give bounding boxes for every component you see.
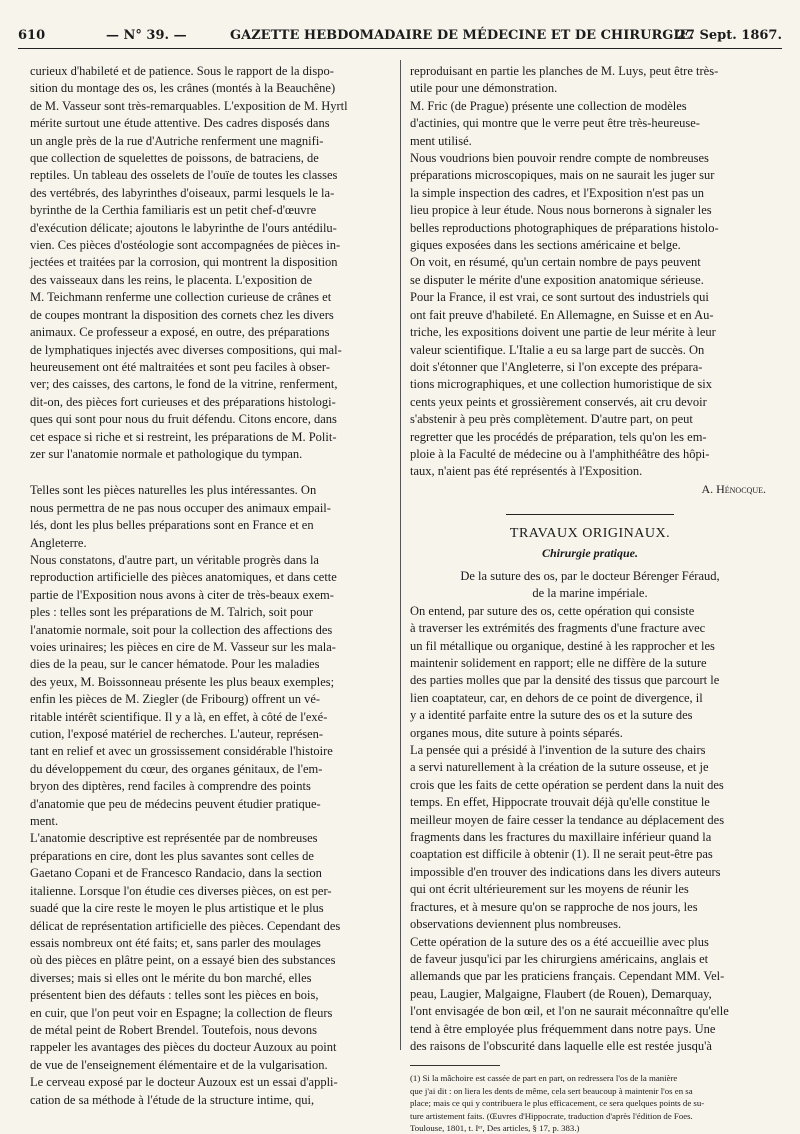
text-line: délicat de représentation artificielle des pièces. Cependant des xyxy=(30,918,341,933)
text-line: voies urinaires; les pièces en cire de M. Vasseur sur les mala- xyxy=(30,640,336,654)
text-line: observations deviennent plus nombreuses. xyxy=(410,917,622,932)
text-line: préparations en cire, dont les plus savantes sont celles de xyxy=(30,848,314,863)
article-body xyxy=(410,603,770,1056)
text-line: ture artistement faits. (Œuvres d'Hippocrate, traduction d'après l'édition de Foes. xyxy=(410,1110,693,1121)
left-column xyxy=(30,63,387,1109)
text-line: Pour la France, il est vrai, ce sont surtout des industriels qui xyxy=(410,290,709,305)
text-line: ples : telles sont les préparations de M. Talrich, soit pour xyxy=(30,605,313,620)
text-line: où des pièces en plâtre peint, on a essayé bien des substances xyxy=(30,953,336,968)
text-line: cents yeux peints et grossièrement conservés, ait cru devoir xyxy=(410,394,707,409)
text-line: que collection de squelettes de poissons, de batraciens, de xyxy=(30,151,319,166)
text-line: reptiles. Un tableau des osselets de l'ouïe de toutes les classes xyxy=(30,168,338,183)
text-line: l'anatomie normale, soit pour la collection des affections des xyxy=(30,622,333,637)
paragraph xyxy=(410,934,770,1056)
text-line: Gaetano Copani et de Francesco Randacio, dans la section xyxy=(30,866,322,881)
text-line: partie de l'Exposition nous avons à citer de très-beaux exem- xyxy=(30,587,334,602)
text-line: des vertébrés, des labyrinthes d'oiseaux, parmi lesquels le la- xyxy=(30,185,335,200)
text-line: Nous voudrions bien pouvoir rendre compte de nombreuses xyxy=(410,151,709,166)
text-line: On voit, en résumé, qu'un certain nombre de pays peuvent xyxy=(410,255,701,270)
text-line: cution, l'exposé matériel de recherches. L'auteur, représen- xyxy=(30,727,324,742)
text-line: utile pour une démonstration. xyxy=(410,81,558,96)
text-line: de lymphatiques injectés avec diverses compositions, qui mal- xyxy=(30,342,342,357)
text-line: italienne. Lorsque l'on étudie ces diverses pièces, on est per- xyxy=(30,883,332,898)
text-line: fragments dans les fractures du maxillaire inférieur quand la xyxy=(410,830,712,845)
text-line: De la suture des os, par le docteur Bérenger Féraud, xyxy=(460,568,720,583)
text-line: un fil métallique ou organique, destiné à les rapprocher et les xyxy=(410,638,715,653)
paragraph xyxy=(30,830,387,1109)
text-line: byrinthe de la Certhia familiaris est un petit chef-d'œuvre xyxy=(30,203,317,218)
text-line: essais nombreux ont été faits; et, sans parler des moulages xyxy=(30,935,321,950)
section-title: TRAVAUX ORIGINAUX. xyxy=(509,526,671,542)
text-line: Nous constatons, d'autre part, un véritable progrès dans la xyxy=(30,552,319,567)
text-line: ment. xyxy=(30,814,59,829)
text-line: des raisons de l'obscurité dans laquelle elle est restée jusqu'à xyxy=(410,1038,712,1053)
paragraph xyxy=(410,742,770,933)
text-line: vien. Ces pièces d'ostéologie sont accompagnées de pièces in- xyxy=(30,238,341,253)
text-line: tant en relief et avec un grossissement considérable l'histoire xyxy=(30,744,333,759)
text-line: Toulouse, 1801, t. Iᵉʳ, Des articles, § 17, p. 383.) xyxy=(410,1122,580,1133)
text-line: ont fait preuve d'habileté. En Allemagne, en Suisse et en Au- xyxy=(410,307,714,322)
right-column xyxy=(410,63,770,1134)
text-line: lien coaptateur, car, en dehors de ce point de divergence, il xyxy=(410,690,703,705)
text-line: qui ont écrit ultérieurement sur les moyens de réunir les xyxy=(410,882,689,897)
text-line: rappeler les avantages des pièces du docteur Auzoux au point xyxy=(30,1040,337,1055)
text-line: organes mous, dite suture à points séparés. xyxy=(410,725,623,740)
paragraph xyxy=(410,603,770,742)
text-line: ritable intérêt scientifique. Il y a là, en effet, à côté de l'exé- xyxy=(30,709,328,724)
text-line: diverses; mais si elles ont le mérite du bon marché, elles xyxy=(30,970,312,985)
text-line: taux, n'aient pas été représentés à l'Exposition. xyxy=(410,464,643,479)
footnote xyxy=(410,1072,770,1134)
text-line: dit-on, des pièces fort curieuses et des préparations histologi- xyxy=(30,394,336,409)
text-line: se disputer le mérite d'une exposition anatomique sérieuse. xyxy=(410,272,704,287)
author-signature: A. Hénocque. xyxy=(701,481,766,496)
paragraph xyxy=(410,254,770,480)
journal-title: GAZETTE HEBDOMADAIRE DE MÉDECINE ET DE CHIRURGIE. xyxy=(230,28,694,43)
text-line: en cuir, que l'on peut voir en Espagne; la collection de fleurs xyxy=(30,1005,333,1020)
text-line: reproduisant en partie les planches de M. Luys, peut être très- xyxy=(410,64,719,78)
text-line: y a identité parfaite entre la suture des os et la suture des xyxy=(410,708,693,723)
text-line: d'actinies, qui montre que le verre peut être très-heureuse- xyxy=(410,116,700,131)
text-line: un angle près de la rue d'Autriche renferment une magnifi- xyxy=(30,133,324,148)
paragraph xyxy=(410,150,770,254)
text-line: nous permettra de ne pas nous occuper des animaux empail- xyxy=(30,500,331,515)
text-line: que j'ai dit : on liera les dents de même, cela sert beaucoup à maintenir l'os en sa xyxy=(410,1085,693,1096)
text-line: crois que les faits de cette opération se perdent dans la nuit des xyxy=(410,777,724,792)
paragraph xyxy=(30,63,387,463)
text-line: ver; des caisses, des cartons, le fond de la vitrine, renferment, xyxy=(30,377,338,392)
text-line: de la marine impériale. xyxy=(532,586,648,601)
text-line: suadé que la cire reste le moyen le plus artistique et le plus xyxy=(30,901,324,916)
paragraph xyxy=(30,552,387,831)
text-line: sition du montage des os, les crânes (montés à la Beauchêne) xyxy=(30,81,336,96)
text-line: d'exécution délicate; ajoutons le labyrinthe de l'ours antédilu- xyxy=(30,220,337,235)
footnote-rule xyxy=(410,1065,500,1066)
text-line: tend à être employée plus fréquemment dans notre pays. Une xyxy=(410,1021,716,1036)
text-line: du développement du cœur, des organes génitaux, de l'em- xyxy=(30,761,323,776)
text-line: On entend, par suture des os, cette opération qui consiste xyxy=(410,603,695,618)
text-line: de métal peint de Robert Brendel. Toutefois, nous devons xyxy=(30,1022,318,1037)
text-line: d'anatomie que peu de médecins peuvent étudier pratique- xyxy=(30,796,321,811)
text-line: fractures, et à mesure qu'on se rapproche de nos jours, les xyxy=(410,899,698,914)
paragraph-gap xyxy=(30,463,387,482)
text-line: La pensée qui a présidé à l'invention de la suture des chairs xyxy=(410,743,706,758)
text-line: heureusement ont été maltraitées et sont peu faciles à obser- xyxy=(30,359,330,374)
text-line: préparations microscopiques, mais on ne saurait les juger sur xyxy=(410,168,715,183)
text-line: doit s'étonner que l'Angleterre, si l'on excepte des prépara- xyxy=(410,359,703,374)
text-line: belles reproductions photographiques de préparations histolo- xyxy=(410,220,719,235)
text-line: peau, Laugier, Malgaigne, Flaubert (de Rouen), Demarquay, xyxy=(410,986,712,1001)
column-divider xyxy=(400,60,401,1050)
text-line: dies de la peau, sur le cancer hématode. Pour les maladies xyxy=(30,657,320,672)
text-line: Angleterre. xyxy=(30,535,87,550)
text-line: jectées et traitées par la corrosion, qui montrent la disposition xyxy=(30,255,338,270)
text-line: ques qui sont pour nous du fruit défendu. Citons encore, dans xyxy=(30,412,337,427)
text-line: L'anatomie descriptive est représentée par de nombreuses xyxy=(30,831,318,846)
text-line: regretter que les procédés de préparation, tels qu'on les em- xyxy=(410,429,707,444)
text-line: maintenir solidement en rapport; elle ne diffère de la suture xyxy=(410,656,707,670)
text-line: à traverser les extrémités des fragments d'une fracture avec xyxy=(410,621,706,636)
text-line: lés, dont les plus belles préparations sont en France et en xyxy=(30,518,314,533)
text-line: ment utilisé. xyxy=(410,133,472,148)
paragraph xyxy=(30,482,387,552)
text-line: la simple inspection des cadres, et l'Exposition n'est pas un xyxy=(410,185,705,200)
text-line: valeur scientifique. L'Italie a eu sa large part de succès. On xyxy=(410,342,705,357)
text-line: de coupes montrant la disposition des cornets chez les divers xyxy=(30,307,334,322)
text-line: giques exposées dans les sections américaine et belge. xyxy=(410,238,681,253)
text-line: des parties molles que par la densité des tissus que parcourt le xyxy=(410,673,720,688)
text-line: meilleur moyen de faire cesser la tendance au déplacement des xyxy=(410,812,725,827)
text-line: temps. En effet, Hippocrate trouvait déjà qu'elle constitue le xyxy=(410,795,710,810)
text-line: présentent bien des défauts : telles sont les pièces en bois, xyxy=(30,988,319,1003)
text-line: M. Teichmann renferme une collection curieuse de crânes et xyxy=(30,290,332,305)
text-line: lieu propice à leur étude. Nous nous bornerons à signaler les xyxy=(410,203,712,218)
text-line: curieux d'habileté et de patience. Sous le rapport de la dispo- xyxy=(30,64,334,78)
text-line: enfin les pièces de M. Ziegler (de Fribourg) offrent un vé- xyxy=(30,692,321,707)
text-line: de faveur jusqu'ici par les chirurgiens américains, anglais et xyxy=(410,951,709,966)
text-line: tions micrographiques, et une collection humoristique de six xyxy=(410,377,713,392)
text-line: s'abstenir à peu près complètement. D'autre part, on peut xyxy=(410,412,693,427)
running-header xyxy=(18,22,782,49)
text-line: place; mais ce qui y contribuera le plus efficacement, ce sera quelques points de su- xyxy=(410,1098,705,1109)
text-line: mérite surtout une étude attentive. Des cadres disposés dans xyxy=(30,116,330,131)
issue-date: 27 Sept. 1867. xyxy=(676,28,782,43)
text-line: des vaisseaux dans les reins, le placenta. L'exposition de xyxy=(30,272,313,287)
text-line: cation de sa méthode à l'étude de la structure intime, qui, xyxy=(30,1092,315,1107)
right-column-intro xyxy=(410,63,770,481)
text-line: a servi naturellement à la création de la suture osseuse, et je xyxy=(410,760,709,775)
text-line: Le cerveau exposé par le docteur Auzoux est un essai d'appli- xyxy=(30,1075,338,1090)
text-line: de M. Vasseur sont très-remarquables. L'exposition de M. Hyrtl xyxy=(30,98,348,113)
text-line: ploie à la Faculté de médecine ou à l'amphithéâtre des hôpi- xyxy=(410,446,710,461)
text-line: M. Fric (de Prague) présente une collection de modèles xyxy=(410,98,687,113)
text-line: bryon des diptères, rend faciles à comprendre des points xyxy=(30,779,311,794)
text-line: cet espace si riche et si restreint, les préparations de M. Polit- xyxy=(30,429,337,444)
text-line: reproduction artificielle des pièces anatomiques, et dans cette xyxy=(30,570,337,585)
text-line: triche, les expositions doivent une partie de leur mérite à leur xyxy=(410,325,716,340)
text-line: l'ont envisagée de bon œil, et l'on ne saurait méconnaître qu'elle xyxy=(410,1004,729,1019)
paragraph xyxy=(410,63,770,98)
text-line: coaptation est difficile à obtenir (1). Il ne serait peut-être pas xyxy=(410,847,713,862)
text-line: animaux. Ce professeur a exposé, en outre, des préparations xyxy=(30,325,330,340)
section-subtitle: Chirurgie pratique. xyxy=(541,545,639,560)
text-line: (1) Si la mâchoire est cassée de part en part, on redressera l'os de la manière xyxy=(410,1073,678,1084)
text-line: zer sur l'anatomie normale et pathologique du tympan. xyxy=(30,446,303,461)
issue-number: — N° 39. — xyxy=(106,28,187,43)
text-line: impossible d'en trouver des indications dans les divers auteurs xyxy=(410,864,721,879)
text-line: des yeux, M. Boissonneau présente les plus beaux exemples; xyxy=(30,674,335,689)
paragraph xyxy=(410,98,770,150)
text-line: Telles sont les pièces naturelles les plus intéressantes. On xyxy=(30,483,317,498)
text-line: de vue de l'enseignement élémentaire et de la vulgarisation. xyxy=(30,1057,328,1072)
text-line: Cette opération de la suture des os a été accueillie avec plus xyxy=(410,934,709,949)
section-rule xyxy=(506,514,674,515)
page-number: 610 xyxy=(18,28,46,43)
paper-title xyxy=(410,568,770,603)
text-line: allemands que par les praticiens français. Cependant MM. Vel- xyxy=(410,969,725,984)
